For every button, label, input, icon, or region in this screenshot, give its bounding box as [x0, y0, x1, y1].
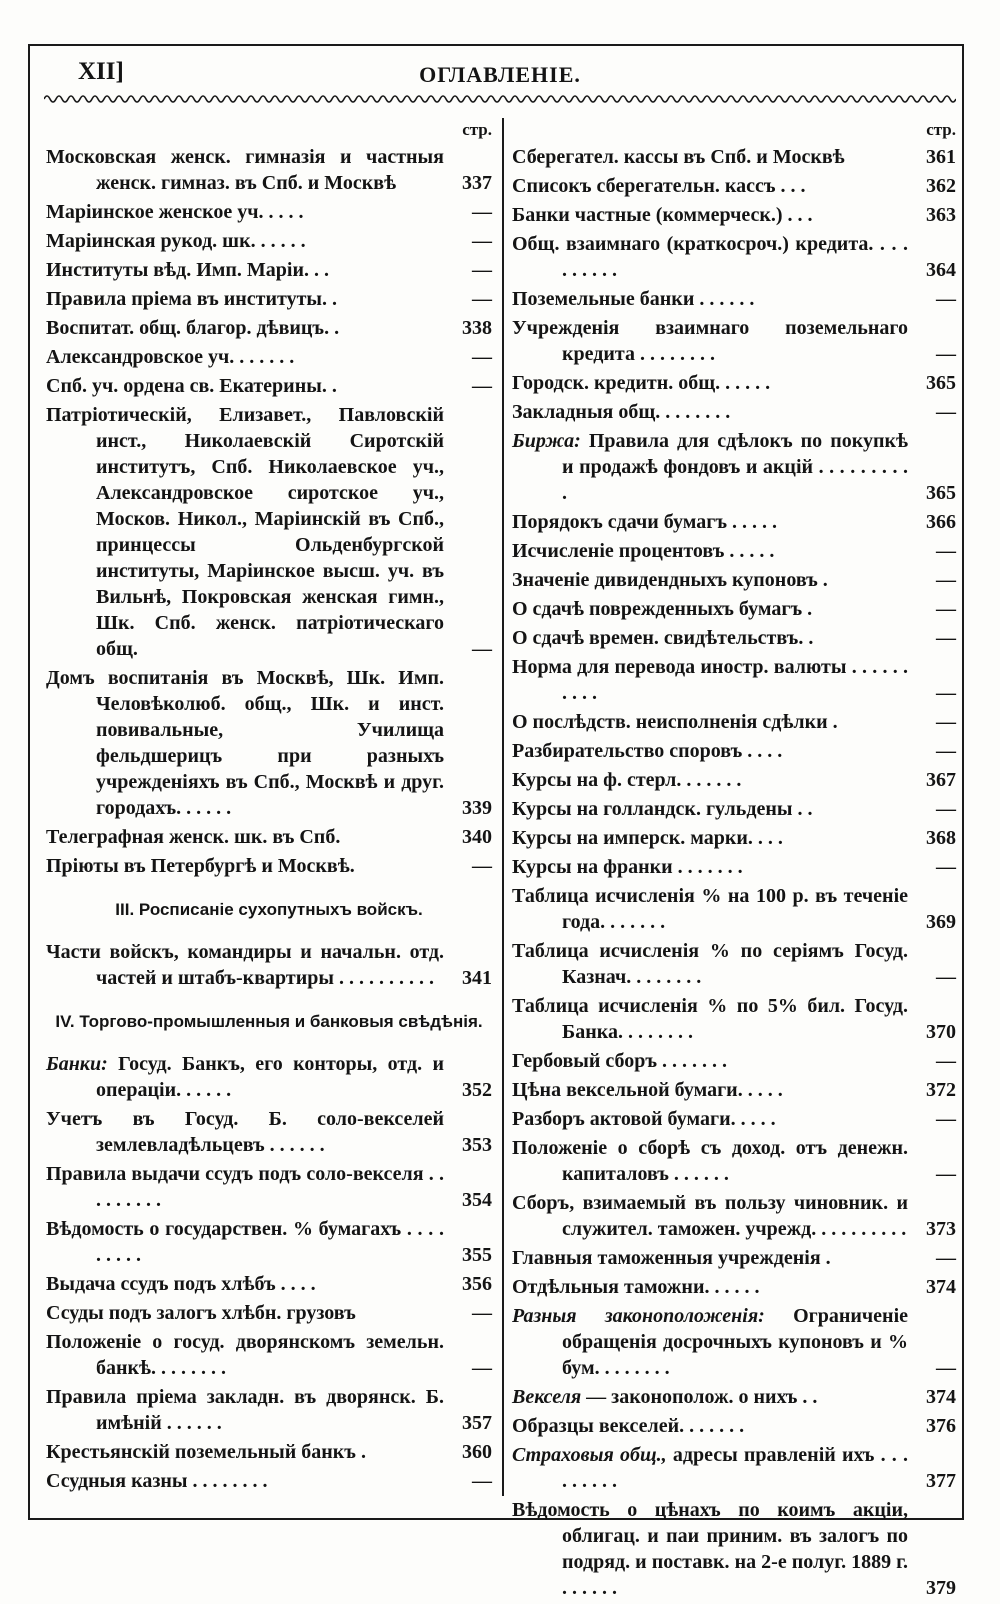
toc-entry	[512, 1245, 956, 1271]
toc-entry-text	[46, 939, 444, 991]
toc-entry-text	[46, 1329, 444, 1381]
toc-entry-title: Курсы на ф. стерл. . . . . . .	[512, 769, 742, 791]
toc-entry-page: 368	[926, 827, 956, 849]
section-3-heading: III. Росписаніе сухопутныхъ войскъ.	[115, 900, 423, 919]
toc-entry	[512, 796, 956, 822]
toc-entry-text	[512, 993, 908, 1045]
column-divider	[502, 118, 504, 1496]
toc-entry-text	[512, 1245, 908, 1271]
toc-entry	[512, 1190, 956, 1242]
toc-entry-title: О сдачѣ времен. свидѣтельствъ. .	[512, 627, 814, 649]
toc-entry-page: —	[936, 569, 956, 591]
toc-entry-text	[512, 1077, 908, 1103]
toc-entry	[46, 373, 492, 399]
right-page-heading-label: стр.	[926, 120, 956, 139]
toc-entry	[46, 1439, 492, 1465]
toc-entry-title: Курсы на франки . . . . . . .	[512, 856, 743, 878]
toc-entry-title: Ограниченіе обращенія досрочныхъ купоновъ и % бум. . . . . . . .	[562, 1305, 908, 1379]
toc-entry	[512, 428, 956, 506]
toc-entry-page: —	[472, 375, 492, 397]
toc-entry	[46, 1329, 492, 1381]
toc-entry	[512, 993, 956, 1045]
toc-entry-page: 373	[926, 1218, 956, 1240]
toc-entry-text	[512, 315, 908, 367]
toc-entry-page: —	[936, 1247, 956, 1269]
toc-entry-page: —	[472, 288, 492, 310]
toc-entry-page: 374	[926, 1386, 956, 1408]
toc-entry-text	[512, 370, 908, 396]
toc-entry	[512, 173, 956, 199]
toc-entry-title: Отдѣльныя таможни. . . . . .	[512, 1276, 760, 1298]
toc-entry-title: Крестьянскій поземельный банкъ .	[46, 1441, 366, 1463]
toc-entry	[46, 1051, 492, 1103]
left-page-heading	[46, 116, 492, 144]
toc-entry	[512, 538, 956, 564]
toc-entry-page: —	[472, 201, 492, 223]
toc-entry-text	[512, 144, 908, 170]
toc-entry-page: —	[472, 1302, 492, 1324]
toc-entry-text	[46, 1051, 444, 1103]
toc-entry-text	[46, 824, 444, 850]
toc-entry-page: 341	[462, 967, 492, 989]
toc-entry-title: Спб. уч. ордена св. Екатерины. .	[46, 375, 337, 397]
toc-entry-text	[512, 1442, 908, 1494]
toc-entry-page: —	[936, 1163, 956, 1185]
toc-entry	[512, 144, 956, 170]
page-title: ОГЛАВЛЕНІЕ.	[419, 62, 581, 87]
toc-entry-text	[512, 1135, 908, 1187]
toc-entry-title: Части войскъ, командиры и начальн. отд. частей и штабъ-квартиры . . . . . . . . . .	[46, 941, 444, 989]
toc-entry	[512, 567, 956, 593]
toc-entry-text	[512, 1497, 908, 1601]
toc-entry-page: —	[936, 1050, 956, 1072]
toc-entry	[46, 402, 492, 662]
toc-entry-text	[46, 402, 444, 662]
toc-entry	[512, 1497, 956, 1601]
toc-entry	[46, 144, 492, 196]
toc-entry	[512, 938, 956, 990]
toc-entry-text	[46, 344, 444, 370]
toc-entry-page: 364	[926, 259, 956, 281]
toc-entry	[512, 625, 956, 651]
toc-entry-title: адресы правленій ихъ . . . . . . . . .	[562, 1444, 908, 1492]
toc-entry-page: 354	[462, 1189, 492, 1211]
toc-entry-text	[512, 596, 908, 622]
toc-entry-text	[512, 286, 908, 312]
toc-entry-title: Учетъ въ Госуд. Б. соло-векселей землевладѣльцевъ . . . . . .	[46, 1108, 444, 1156]
toc-entry-page: 376	[926, 1415, 956, 1437]
toc-entry-title: Александровское уч. . . . . . .	[46, 346, 295, 368]
toc-entry	[512, 1274, 956, 1300]
toc-entry-lead: Разныя законоположенія:	[512, 1305, 765, 1327]
toc-entry	[46, 939, 492, 991]
toc-entry-text	[512, 625, 908, 651]
toc-entry	[512, 399, 956, 425]
toc-entry-page: —	[936, 682, 956, 704]
toc-entry-page: 357	[462, 1412, 492, 1434]
toc-entry-title: Ссудныя казны . . . . . . . .	[46, 1470, 268, 1492]
toc-entry-title: Банки частные (коммерческ.) . . .	[512, 204, 813, 226]
left-entries	[46, 144, 492, 879]
toc-entry-title: Городск. кредитн. общ. . . . . .	[512, 372, 771, 394]
toc-entry-text	[512, 709, 908, 735]
right-entries	[512, 144, 956, 1601]
left-entries-section-4	[46, 1051, 492, 1494]
toc-entry-text	[512, 173, 908, 199]
toc-entry-title: Таблица исчисленія % по серіямъ Госуд. Казнач. . . . . . . .	[512, 940, 908, 988]
toc-entry-page: —	[936, 343, 956, 365]
toc-entry-title: Маріинская рукод. шк. . . . . .	[46, 230, 306, 252]
toc-entry-text	[512, 767, 908, 793]
toc-entry-text	[46, 315, 444, 341]
toc-entry	[46, 1468, 492, 1494]
toc-entry-title: О послѣдств. неисполненія сдѣлки .	[512, 711, 838, 733]
toc-entry-text	[46, 1468, 444, 1494]
toc-entry-text	[512, 1190, 908, 1242]
toc-entry	[512, 825, 956, 851]
toc-entry-page: —	[472, 1357, 492, 1379]
toc-entry-text	[46, 1216, 444, 1268]
toc-entry-page: —	[936, 798, 956, 820]
toc-entry	[512, 202, 956, 228]
toc-entry	[46, 1300, 492, 1326]
toc-entry	[46, 315, 492, 341]
toc-entry-text	[46, 853, 444, 879]
toc-entry	[46, 228, 492, 254]
toc-entry-text	[46, 1439, 444, 1465]
toc-entry-page: —	[936, 966, 956, 988]
toc-entry	[512, 1303, 956, 1381]
toc-entry-title: Сборъ, взимаемый въ пользу чиновник. и служител. таможен. учрежд. . . . . . . . . .	[512, 1192, 908, 1240]
toc-entry-title: Пріюты въ Петербургѣ и Москвѣ.	[46, 855, 355, 877]
toc-entry-page: —	[472, 346, 492, 368]
toc-entry-text	[512, 1048, 908, 1074]
toc-entry-page: 363	[926, 204, 956, 226]
toc-entry	[512, 1135, 956, 1187]
toc-entry-title: Домъ воспитанія въ Москвѣ, Шк. Имп. Человѣколюб. общ., Шк. и инст. повивальные, Училища фельдшерицъ при разныхъ учрежденіяхъ въ Спб., Москвѣ и друг. городахъ. . . . . .	[46, 667, 444, 819]
toc-entry	[512, 286, 956, 312]
toc-entry-title: О сдачѣ поврежденныхъ бумагъ .	[512, 598, 813, 620]
toc-entry	[512, 1384, 956, 1410]
toc-entry-title: Выдача ссудъ подъ хлѣбъ . . . .	[46, 1273, 316, 1295]
toc-entry-page: 367	[926, 769, 956, 791]
toc-entry-page: —	[936, 540, 956, 562]
toc-entry-page: —	[472, 638, 492, 660]
toc-entry	[512, 315, 956, 367]
toc-entry-text	[512, 399, 908, 425]
toc-entry-text	[46, 1106, 444, 1158]
toc-entry-title: Институты вѣд. Имп. Маріи. . .	[46, 259, 330, 281]
toc-entry-title: Поземельные банки . . . . . .	[512, 288, 755, 310]
toc-entry-page: 370	[926, 1021, 956, 1043]
toc-entry-title: Закладныя общ. . . . . . . .	[512, 401, 731, 423]
toc-entry-text	[46, 1161, 444, 1213]
toc-entry-page: —	[936, 740, 956, 762]
left-page-heading-label: стр.	[462, 120, 492, 139]
toc-entry-text	[46, 1271, 444, 1297]
page-number: XII]	[78, 58, 124, 85]
toc-entry-text	[46, 144, 444, 196]
toc-entry-text	[512, 825, 908, 851]
toc-entry-page: 337	[462, 172, 492, 194]
toc-entry-page: —	[936, 1108, 956, 1130]
toc-entry-title: Правила для сдѣлокъ по покупкѣ и продажѣ фондовъ и акцій . . . . . . . . . .	[562, 430, 909, 504]
toc-entry-title: Порядокъ сдачи бумагъ . . . . .	[512, 511, 777, 533]
toc-entry	[512, 654, 956, 706]
toc-entry-page: —	[936, 711, 956, 733]
toc-entry-page: —	[936, 598, 956, 620]
toc-entry	[46, 286, 492, 312]
toc-entry-page: —	[936, 288, 956, 310]
toc-entry-page: —	[936, 856, 956, 878]
toc-entry-title: Курсы на голландск. гульдены . .	[512, 798, 813, 820]
toc-entry-page: 353	[462, 1134, 492, 1156]
toc-entry	[46, 853, 492, 879]
toc-entry-page: 356	[462, 1273, 492, 1295]
toc-entry-text	[46, 665, 444, 821]
toc-entry-title: Исчисленіе процентовъ . . . . .	[512, 540, 775, 562]
toc-entry-text	[46, 286, 444, 312]
toc-entry	[46, 824, 492, 850]
toc-entry-title: Правила пріема въ институты. .	[46, 288, 338, 310]
toc-entry-title: Сберегател. кассы въ Спб. и Москвѣ	[512, 146, 845, 168]
toc-entry-page: 352	[462, 1079, 492, 1101]
section-4-heading: IV. Торгово-промышленныя и банковыя свѣдѣнія.	[55, 1012, 483, 1031]
toc-entry	[512, 1413, 956, 1439]
toc-entry-title: Правила выдачи ссудъ подъ соло-векселя . . . . . . . . .	[46, 1163, 444, 1211]
toc-entry-lead: Векселя	[512, 1386, 582, 1408]
toc-entry-title: Цѣна вексельной бумаги. . . . .	[512, 1079, 783, 1101]
toc-entry-title: Общ. взаимнаго (краткосроч.) кредита. . . . . . . . . .	[512, 233, 908, 281]
toc-entry-text	[512, 738, 908, 764]
toc-entry-title: Воспитат. общ. благор. дѣвицъ. .	[46, 317, 340, 339]
toc-entry-title: Образцы векселей. . . . . . .	[512, 1415, 745, 1437]
toc-entry-page: 369	[926, 911, 956, 933]
toc-entry-title: Московская женск. гимназія и частныя женск. гимназ. въ Спб. и Москвѣ	[46, 146, 444, 194]
toc-entry-page: 365	[926, 372, 956, 394]
toc-entry-page: —	[472, 259, 492, 281]
toc-entry-page: —	[936, 1357, 956, 1379]
toc-entry-text	[46, 1384, 444, 1436]
toc-entry-title: Разбирательство споровъ . . . .	[512, 740, 783, 762]
toc-entry-title: Положеніе о госуд. дворянскомъ земельн. банкѣ. . . . . . . .	[46, 1331, 444, 1379]
toc-entry-page: —	[936, 401, 956, 423]
toc-entry-text	[46, 373, 444, 399]
toc-entry	[512, 1106, 956, 1132]
toc-entry	[46, 257, 492, 283]
toc-entry	[46, 199, 492, 225]
toc-entry-title: Таблица исчисленія % на 100 р. въ теченіе года. . . . . . .	[512, 885, 908, 933]
toc-entry	[512, 1077, 956, 1103]
toc-entry-title: Правила пріема закладн. въ дворянск. Б. имѣній . . . . . .	[46, 1386, 444, 1434]
toc-entry	[512, 596, 956, 622]
toc-entry	[46, 1271, 492, 1297]
toc-entry-title: Положеніе о сборѣ съ доход. отъ денежн. капиталовъ . . . . . .	[512, 1137, 908, 1185]
toc-entry-text	[512, 883, 908, 935]
toc-entry-page: 377	[926, 1470, 956, 1492]
toc-entry	[46, 1161, 492, 1213]
toc-entry-page: 361	[926, 146, 956, 168]
toc-entry	[512, 1048, 956, 1074]
toc-entry-text	[46, 1300, 444, 1326]
toc-entry-text	[512, 231, 908, 283]
toc-entry-title: Главныя таможенныя учрежденія .	[512, 1247, 831, 1269]
toc-entry	[512, 231, 956, 283]
toc-entry	[46, 1384, 492, 1436]
left-column	[46, 116, 492, 1497]
toc-entry-title: Курсы на имперск. марки. . . .	[512, 827, 783, 849]
toc-entry	[46, 1106, 492, 1158]
toc-entry-title: — законополож. о нихъ . .	[586, 1386, 818, 1408]
toc-entry-title: Учрежденія взаимнаго поземельнаго кредита . . . . . . . .	[512, 317, 908, 365]
toc-entry	[46, 344, 492, 370]
toc-entry	[512, 709, 956, 735]
toc-entry-text	[512, 1413, 908, 1439]
toc-entry	[512, 1442, 956, 1494]
left-entries-section-3	[46, 939, 492, 991]
toc-entry	[512, 767, 956, 793]
toc-entry-text	[46, 257, 444, 283]
toc-entry	[512, 854, 956, 880]
toc-entry	[512, 509, 956, 535]
toc-entry-text	[512, 1274, 908, 1300]
right-column	[512, 116, 956, 1604]
toc-entry-title: Вѣдомость о цѣнахъ по коимъ акціи, облигац. и паи приним. въ залогъ по подряд. и поставк. на 2-е полуг. 1889 г. . . . . . .	[512, 1499, 908, 1599]
toc-entry-page: 365	[926, 482, 956, 504]
toc-entry-title: Разборъ актовой бумаги. . . . .	[512, 1108, 776, 1130]
toc-entry-page: 338	[462, 317, 492, 339]
toc-entry-page: —	[472, 1470, 492, 1492]
toc-entry-title: Таблица исчисленія % по 5% бил. Госуд. Банка. . . . . . . .	[512, 995, 908, 1043]
toc-entry-text	[512, 654, 908, 706]
toc-entry-page: 340	[462, 826, 492, 848]
toc-entry-title: Маріинское женское уч. . . . .	[46, 201, 304, 223]
toc-entry-page: 372	[926, 1079, 956, 1101]
toc-entry-page: 362	[926, 175, 956, 197]
toc-entry-text	[512, 854, 908, 880]
toc-entry-lead: Банки:	[46, 1053, 108, 1075]
toc-entry-text	[512, 938, 908, 990]
toc-entry	[512, 883, 956, 935]
toc-entry-page: —	[936, 627, 956, 649]
toc-entry	[46, 665, 492, 821]
toc-entry-page: 379	[926, 1577, 956, 1599]
right-page-heading	[512, 116, 956, 144]
toc-entry-text	[512, 567, 908, 593]
toc-entry-title: Телеграфная женск. шк. въ Спб.	[46, 826, 341, 848]
toc-entry-page: 339	[462, 797, 492, 819]
wavy-rule	[44, 92, 956, 106]
toc-entry-text	[512, 1106, 908, 1132]
toc-entry-title: Гербовый сборъ . . . . . . .	[512, 1050, 728, 1072]
toc-entry	[512, 370, 956, 396]
toc-entry-page: —	[472, 230, 492, 252]
toc-entry-page: 360	[462, 1441, 492, 1463]
toc-entry	[46, 1216, 492, 1268]
toc-entry-text	[46, 228, 444, 254]
toc-entry-text	[46, 199, 444, 225]
toc-entry-page: 366	[926, 511, 956, 533]
toc-entry-text	[512, 1303, 908, 1381]
toc-entry-title: Вѣдомость о государствен. % бумагахъ . . . . . . . . .	[46, 1218, 444, 1266]
toc-entry-title: Патріотическій, Елизавет., Павловскій инст., Николаевскій Сиротскій институтъ, Спб. Николаевское уч., Александровское сиротское уч., Москов. Никол., Маріинскій въ Спб., принцессы Ольденбургской институты, Маріинское высш. уч. въ Вильнѣ, Покровская женская гимн., Шк. Спб. женск. патріотическаго общ.	[46, 404, 444, 660]
toc-entry-text	[512, 202, 908, 228]
toc-entry-title: Значеніе дивидендныхъ купоновъ .	[512, 569, 828, 591]
toc-entry-lead: Страховыя общ.,	[512, 1444, 667, 1466]
toc-entry-text	[512, 1384, 908, 1410]
toc-entry-text	[512, 509, 908, 535]
toc-entry-lead: Биржа:	[512, 430, 581, 452]
toc-entry-title: Списокъ сберегательн. кассъ . . .	[512, 175, 806, 197]
toc-entry-text	[512, 796, 908, 822]
toc-entry-text	[512, 428, 908, 506]
toc-entry-page: —	[472, 855, 492, 877]
toc-entry-text	[512, 538, 908, 564]
toc-entry-page: 374	[926, 1276, 956, 1298]
toc-entry-title: Ссуды подъ залогъ хлѣбн. грузовъ	[46, 1302, 356, 1324]
toc-entry	[512, 738, 956, 764]
toc-entry-title: Госуд. Банкъ, его конторы, отд. и операціи. . . . . .	[96, 1053, 444, 1101]
toc-entry-title: Норма для перевода иностр. валюты . . . . . . . . . .	[512, 656, 908, 704]
toc-entry-page: 355	[462, 1244, 492, 1266]
